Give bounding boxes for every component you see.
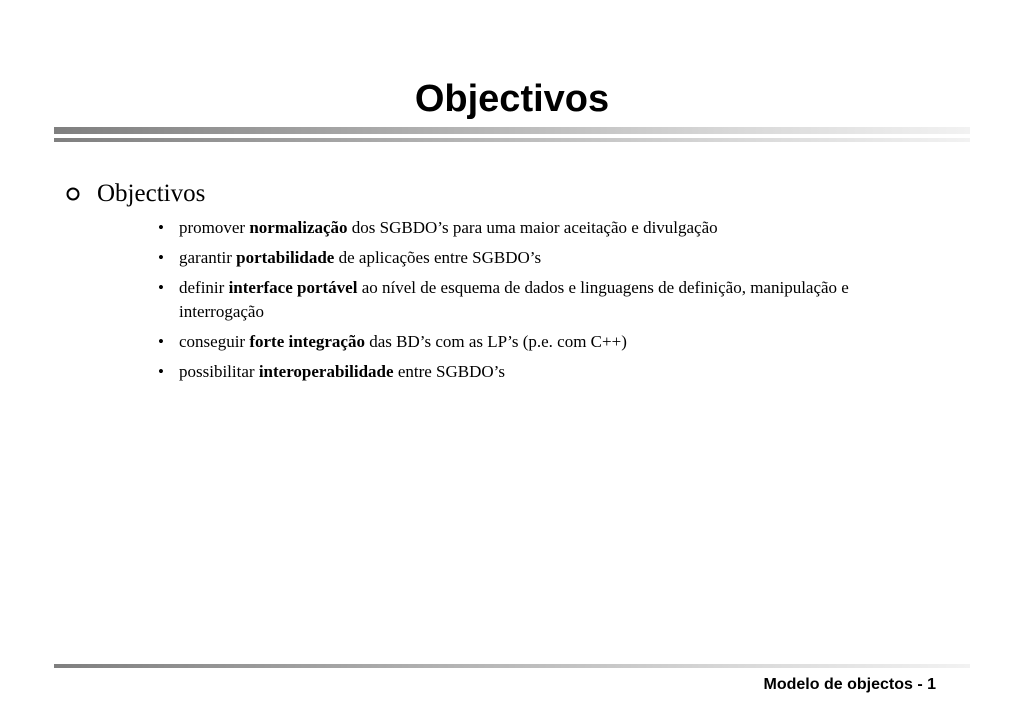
sub-bullet-item: [156, 276, 889, 324]
title-rule-thin: [54, 138, 970, 142]
sub-item-text-pre: definir: [179, 278, 229, 297]
sub-item-text-bold: portabilidade: [236, 248, 335, 267]
sub-item-text-bold: interoperabilidade: [258, 362, 394, 381]
sub-item-text-post: entre SGBDO’s: [393, 362, 506, 381]
sub-item-text-pre: promover: [179, 218, 250, 237]
sub-item-text-post: de aplicações entre SGBDO’s: [334, 248, 542, 267]
title-rule-thick: [54, 127, 970, 134]
footer-rule: [54, 664, 970, 668]
sub-item-text-pre: garantir: [179, 248, 237, 267]
hollow-circle-bullet-icon: [62, 176, 84, 212]
slide-content: [62, 176, 962, 390]
sub-bullet-item: [156, 360, 889, 384]
sub-bullet-item: [156, 246, 889, 270]
sub-item-text-pre: possibilitar: [179, 362, 259, 381]
bullet-dot-icon: •: [158, 218, 164, 237]
bullet-dot-icon: •: [158, 362, 164, 381]
main-bullet-item: [62, 176, 962, 212]
footer-page-label: Modelo de objectos - 1: [763, 676, 936, 693]
sub-item-text-post: ao nível de esquema de dados e linguagens de definição, manipulação e interrogação: [179, 278, 849, 321]
sub-bullet-item: [156, 330, 889, 354]
sub-item-text-pre: conseguir: [179, 332, 250, 351]
main-bullet-label: Objectivos: [97, 180, 206, 207]
sub-item-text-bold: interface portável: [228, 278, 358, 297]
bullet-dot-icon: •: [158, 278, 164, 297]
sub-item-text-bold: normalização: [249, 218, 348, 237]
bullet-dot-icon: •: [158, 248, 164, 267]
sub-item-text-post: dos SGBDO’s para uma maior aceitação e divulgação: [347, 218, 718, 237]
bullet-dot-icon: •: [158, 332, 164, 351]
sub-bullet-item: [156, 216, 889, 240]
sub-item-text-bold: forte integração: [249, 332, 365, 351]
sub-item-text-post: das BD’s com as LP’s (p.e. com C++): [364, 332, 627, 351]
slide-title: Objectivos: [414, 78, 610, 120]
sub-bullet-list: [62, 216, 962, 384]
